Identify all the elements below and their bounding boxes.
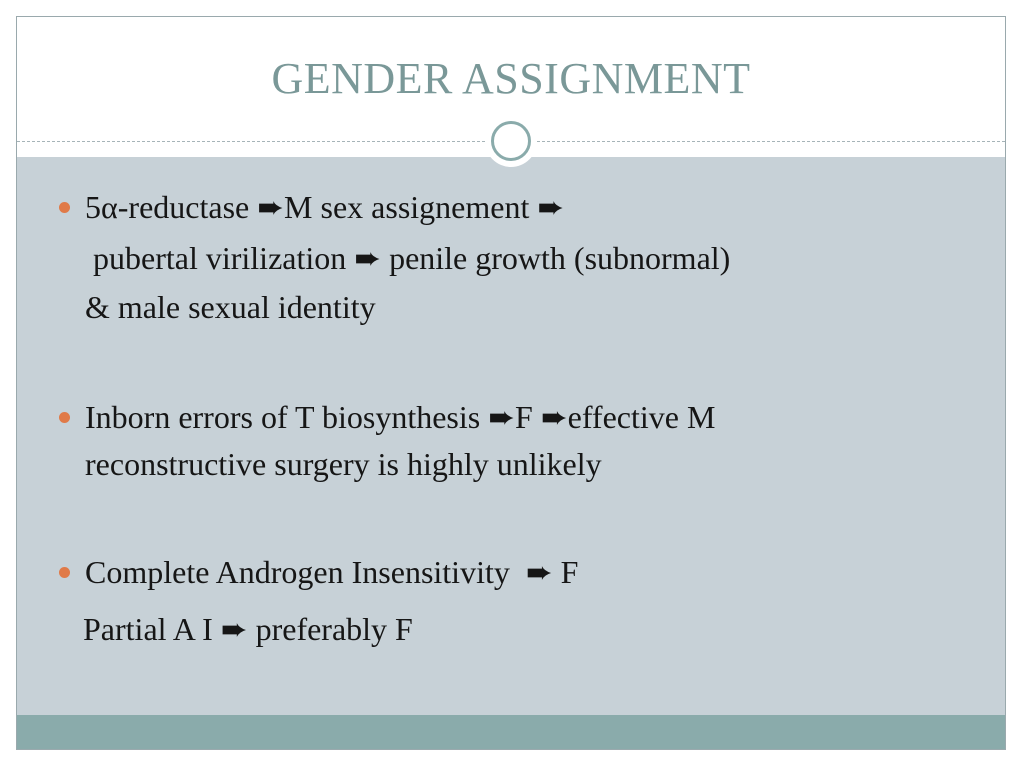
bullet-1-line-3: & male sexual identity bbox=[85, 289, 376, 325]
bullet-dot-icon bbox=[59, 567, 70, 578]
footer-bar bbox=[17, 715, 1005, 749]
slide-title: GENDER ASSIGNMENT bbox=[271, 54, 751, 103]
slide-body bbox=[17, 157, 1005, 715]
bullet-2-line-1: Inborn errors of T biosynthesis ➨F ➨effective M bbox=[85, 399, 716, 435]
slide bbox=[16, 16, 1006, 750]
bullet-2-line-2: reconstructive surgery is highly unlikely bbox=[85, 446, 602, 482]
bullet-1-line-1: 5α-reductase ➨M sex assignement ➨ bbox=[85, 189, 565, 225]
ring-inner bbox=[491, 121, 531, 161]
ring-ornament-icon bbox=[485, 115, 537, 167]
bullet-3-line-2: Partial A I ➨ preferably F bbox=[83, 611, 413, 647]
bullet-dot-icon bbox=[59, 412, 70, 423]
bullet-dot-icon bbox=[59, 202, 70, 213]
bullet-1-line-2: pubertal virilization ➨ penile growth (subnormal) bbox=[85, 240, 731, 276]
bullet-3-line-1: Complete Androgen Insensitivity ➨ F bbox=[85, 554, 579, 590]
